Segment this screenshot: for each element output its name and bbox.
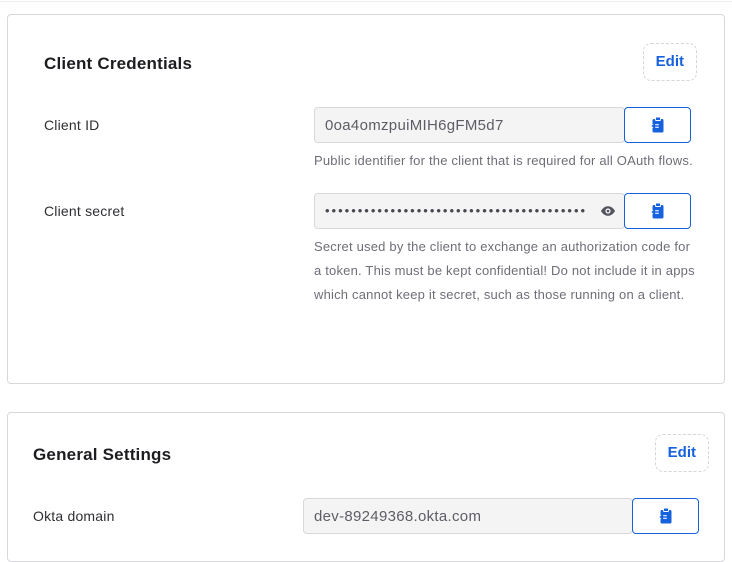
general-settings-header <box>33 444 696 472</box>
client-credentials-edit-focus-ring <box>643 43 697 81</box>
clipboard-copy-icon <box>657 507 674 525</box>
client-id-input-group <box>314 107 691 143</box>
client-secret-masked-value: •••••••••••••••••••••••••••••••••••••••• <box>325 203 588 218</box>
client-id-help-text: Public identifier for the client that is required for all OAuth flows. <box>314 153 693 168</box>
client-credentials-header <box>44 53 684 81</box>
general-settings-edit-focus-ring <box>655 434 709 472</box>
client-id-value-field[interactable]: 0oa4omzpuiMIH6gFM5d7 <box>314 107 625 143</box>
okta-domain-row <box>33 498 686 534</box>
okta-domain-copy-button[interactable] <box>632 498 699 534</box>
show-secret-eye-icon <box>600 203 616 219</box>
okta-domain-field-column <box>303 498 699 534</box>
client-credentials-title: Client Credentials <box>44 54 193 73</box>
okta-domain-input-group <box>303 498 699 534</box>
client-secret-input-group <box>314 193 691 229</box>
client-secret-label: Client secret <box>44 203 125 219</box>
client-id-label: Client ID <box>44 117 100 133</box>
okta-domain-value-field[interactable]: dev-89249368.okta.com <box>303 498 633 534</box>
client-secret-reveal-button[interactable] <box>600 203 616 219</box>
general-settings-title: General Settings <box>33 445 172 464</box>
client-id-copy-button[interactable] <box>624 107 691 143</box>
client-secret-value-field[interactable] <box>314 193 625 229</box>
client-secret-row <box>44 193 695 307</box>
client-secret-copy-button[interactable] <box>624 193 691 229</box>
general-settings-edit-button[interactable]: Edit <box>667 444 696 461</box>
client-id-row <box>44 107 693 173</box>
client-id-field-column <box>314 107 693 173</box>
client-credentials-edit-button[interactable]: Edit <box>655 53 684 70</box>
okta-domain-label: Okta domain <box>33 508 115 524</box>
client-credentials-card <box>7 14 725 384</box>
client-secret-help-text: Secret used by the client to exchange an authorization code for a token. This must be kept confidential! Do not include it in apps which cannot keep it secret, such as those running on a client. <box>314 239 695 302</box>
general-settings-card <box>7 412 725 562</box>
clipboard-copy-icon <box>649 116 666 134</box>
top-divider <box>0 1 732 2</box>
client-secret-field-column <box>314 193 699 307</box>
clipboard-copy-icon <box>649 202 666 220</box>
